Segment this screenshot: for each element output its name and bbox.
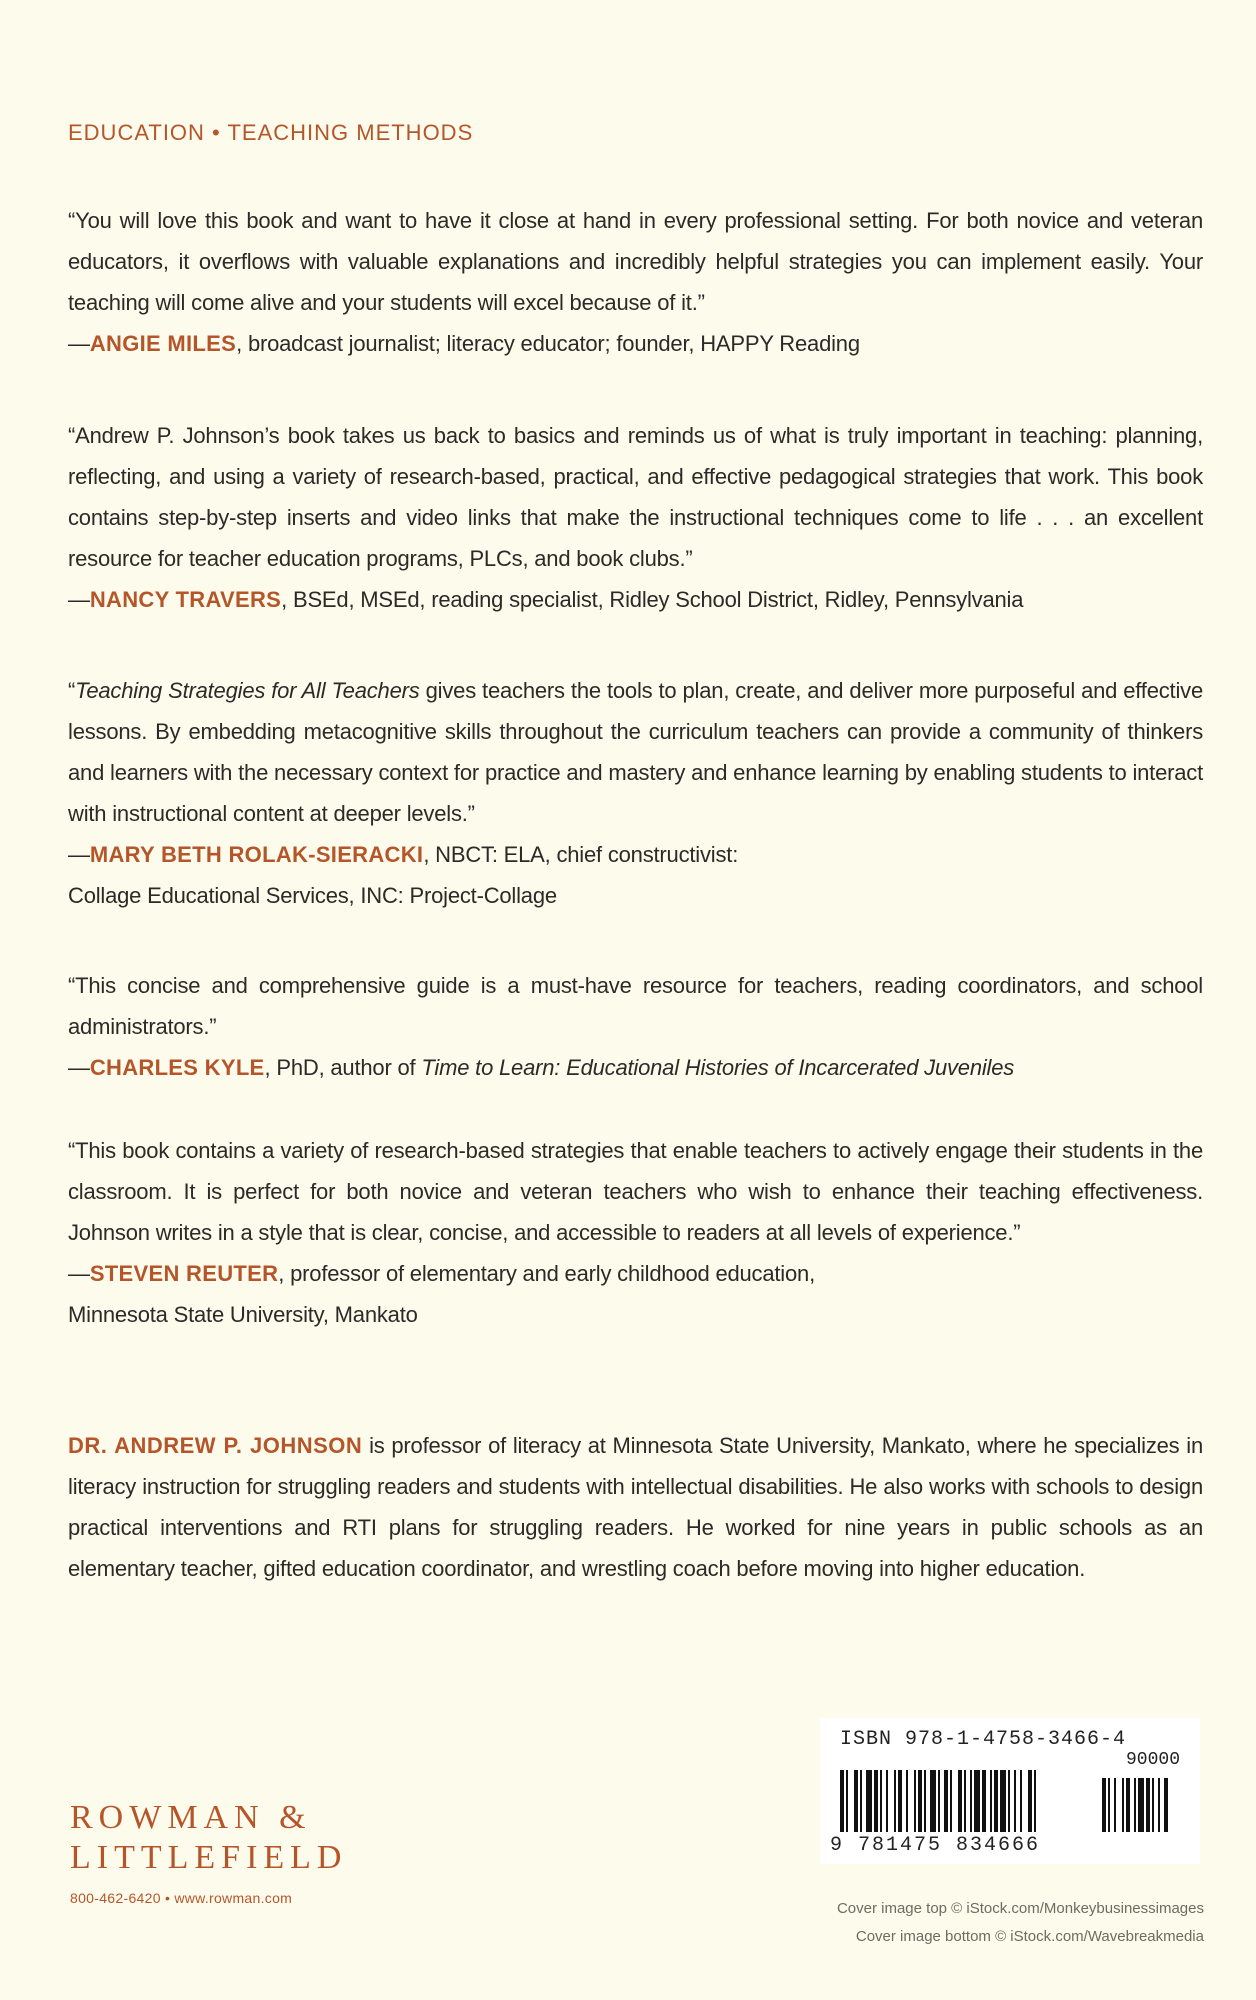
- attribution-details: , professor of elementary and early childhood education,: [278, 1261, 815, 1286]
- barcode-addon-bar: [1134, 1778, 1136, 1832]
- barcode-bar: [906, 1770, 908, 1832]
- barcode-bar: [1008, 1770, 1010, 1832]
- publisher-contact: 800-462-6420 • www.rowman.com: [70, 1890, 293, 1906]
- barcode-addon-bar: [1108, 1778, 1110, 1832]
- barcode-bar: [970, 1770, 972, 1832]
- barcode-bar: [918, 1770, 922, 1832]
- publisher-logo: [70, 1798, 348, 1906]
- attribution-name: CHARLES KYLE: [89, 1055, 265, 1080]
- attribution-name: ANGIE MILES: [89, 331, 237, 356]
- isbn-text: ISBN 978-1-4758-3466-4: [840, 1728, 1127, 1751]
- attribution-dash: —: [68, 842, 90, 867]
- blurb-quote: “This concise and comprehensive guide is a must-have resource for teachers, reading coordinators, and school administrators.”: [68, 973, 1203, 1039]
- blurb-quote: [68, 670, 1203, 834]
- barcode-bar: [860, 1770, 862, 1832]
- bio-body: is professor of literacy at Minnesota State University, Mankato, where he specializes in literacy instruction for struggling readers and students with intellectual disabilities. He also works with schools to design practical interventions and RTI plans for struggling readers. He worked for nine years in public schools as an elementary teacher, gifted education coordinator, and wrestling coach before moving into higher education.: [68, 1433, 1203, 1581]
- barcode-bar: [950, 1770, 952, 1832]
- barcode-bar: [944, 1770, 948, 1832]
- blurb-attribution: [68, 1253, 1203, 1294]
- bio-text: [68, 1425, 1203, 1589]
- barcode-bar: [958, 1770, 962, 1832]
- isbn-barcode: [820, 1718, 1200, 1864]
- attribution-name: STEVEN REUTER: [89, 1261, 279, 1286]
- author-bio: [68, 1425, 1203, 1589]
- barcode-bar: [894, 1770, 896, 1832]
- barcode-icon: [840, 1770, 1180, 1832]
- barcode-addon-bar: [1146, 1778, 1150, 1832]
- barcode-addon-bar: [1122, 1778, 1124, 1832]
- barcode-bar: [938, 1770, 940, 1832]
- barcode-bar: [990, 1770, 992, 1832]
- barcode-bar: [866, 1770, 872, 1832]
- barcode-digits: 9 781475 834666: [830, 1834, 1041, 1857]
- quote-body: gives teachers the tools to plan, create, and deliver more purposeful and effective lessons. By embedding metacognitive skills throughout the curriculum teachers can provide a community of thinkers and learners with the necessary context for practice and mastery and enhance learning by enabling students to interact with instructional content at deeper levels.”: [68, 678, 1203, 826]
- quote-open: “: [68, 678, 76, 703]
- attribution-details: , PhD, author of: [264, 1055, 422, 1080]
- barcode-bar: [1028, 1770, 1032, 1832]
- barcode-addon-bar: [1126, 1778, 1130, 1832]
- attribution-dash: —: [68, 587, 90, 612]
- blurb-5: [68, 1130, 1203, 1335]
- attribution-dash: —: [68, 331, 90, 356]
- credit-bottom: Cover image bottom © iStock.com/Wavebreakmedia: [855, 1928, 1204, 1945]
- barcode-bar: [880, 1770, 882, 1832]
- barcode-bar: [930, 1770, 936, 1832]
- attribution-name: NANCY TRAVERS: [89, 587, 282, 612]
- blurb-attribution: [68, 323, 1203, 364]
- barcode-addon-bar: [1102, 1778, 1106, 1832]
- blurb-quote: “This book contains a variety of research-based strategies that enable teachers to actively engage their students in the classroom. It is perfect for both novice and veteran teachers who wish to enhance their teaching effectiveness. Johnson writes in a style that is clear, concise, and accessible to readers at all levels of experience.”: [68, 1138, 1203, 1245]
- barcode-bar: [974, 1770, 980, 1832]
- barcode-bar: [924, 1770, 926, 1832]
- barcode-addon-bar: [1114, 1778, 1116, 1832]
- barcode-bar: [874, 1770, 878, 1832]
- barcode-bar: [994, 1770, 998, 1832]
- attribution-affiliation: Collage Educational Services, INC: Project-Collage: [68, 883, 557, 908]
- barcode-bar: [964, 1770, 966, 1832]
- bio-author-name: DR. ANDREW P. JOHNSON: [68, 1433, 363, 1458]
- barcode-bar: [854, 1770, 858, 1832]
- blurb-1: [68, 200, 1203, 364]
- blurb-attribution: [68, 1047, 1203, 1088]
- attribution-book-title: Time to Learn: Educational Histories of Incarcerated Juveniles: [421, 1055, 1015, 1080]
- publisher-name-line2: LITTLEFIELD: [70, 1839, 348, 1876]
- blurb-quote: “Andrew P. Johnson’s book takes us back to basics and reminds us of what is truly important in teaching: planning, reflecting, and using a variety of research-based, practical, and effective pedagogical strategies that work. This book contains step-by-step inserts and video links that make the instructional techniques come to life . . . an excellent resource for teacher education programs, PLCs, and book clubs.”: [68, 423, 1203, 571]
- credit-top: Cover image top © iStock.com/Monkeybusinessimages: [836, 1900, 1204, 1917]
- publisher-name-line1: ROWMAN &: [70, 1799, 312, 1836]
- barcode-bar: [898, 1770, 902, 1832]
- blurb-attribution: [68, 834, 1203, 875]
- attribution-details: , broadcast journalist; literacy educator; founder, HAPPY Reading: [236, 331, 860, 356]
- book-title: Teaching Strategies for All Teachers: [75, 678, 420, 703]
- barcode-bar: [982, 1770, 986, 1832]
- blurb-4: [68, 965, 1203, 1088]
- barcode-bar: [1020, 1770, 1022, 1832]
- cover-credits: [837, 1895, 1204, 1951]
- price-code: 90000: [1125, 1750, 1180, 1770]
- attribution-dash: —: [68, 1055, 90, 1080]
- barcode-bar: [886, 1770, 888, 1832]
- barcode-addon-bar: [1158, 1778, 1160, 1832]
- blurb-3: [68, 670, 1203, 916]
- barcode-addon-bar: [1152, 1778, 1154, 1832]
- attribution-details: , NBCT: ELA, chief constructivist:: [423, 842, 739, 867]
- barcode-addon-bar: [1164, 1778, 1168, 1832]
- blurb-quote: “You will love this book and want to have it close at hand in every professional setting. For both novice and veteran educators, it overflows with valuable explanations and incredibly helpful strategies you can implement easily. Your teaching will come alive and your students will excel because of it.”: [68, 208, 1203, 315]
- barcode-bar: [914, 1770, 916, 1832]
- attribution-details: , BSEd, MSEd, reading specialist, Ridley School District, Ridley, Pennsylvania: [281, 587, 1024, 612]
- barcode-bar: [840, 1770, 844, 1832]
- barcode-addon-bar: [1138, 1778, 1144, 1832]
- barcode-bar: [1000, 1770, 1006, 1832]
- category-label: EDUCATION • TEACHING METHODS: [68, 120, 474, 145]
- barcode-bar: [1014, 1770, 1016, 1832]
- barcode-bar: [1034, 1770, 1036, 1832]
- barcode-bar: [846, 1770, 848, 1832]
- attribution-affiliation: Minnesota State University, Mankato: [68, 1302, 418, 1327]
- blurb-attribution: [68, 579, 1203, 620]
- attribution-dash: —: [68, 1261, 90, 1286]
- attribution-name: MARY BETH ROLAK-SIERACKI: [89, 842, 424, 867]
- blurb-2: [68, 415, 1203, 620]
